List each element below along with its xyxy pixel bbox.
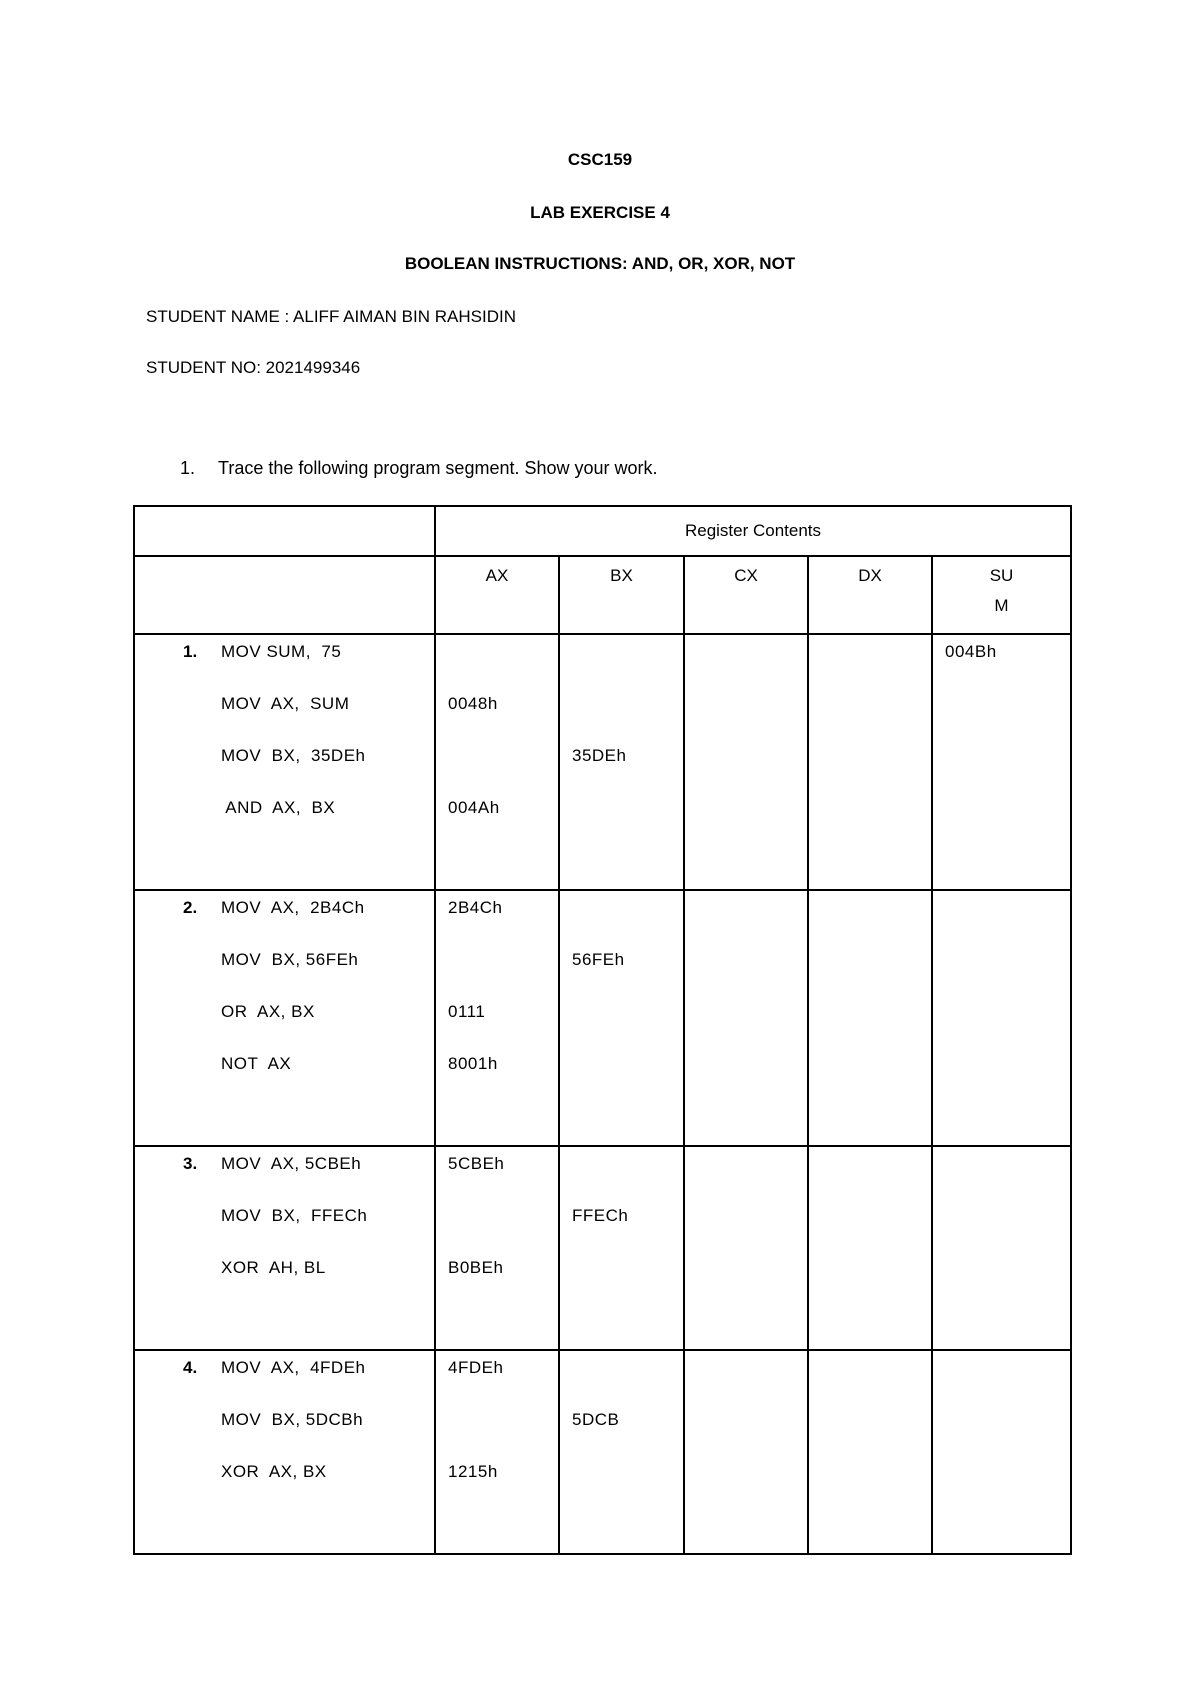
- header-ax: AX: [435, 556, 559, 634]
- bx-cell: [559, 890, 684, 1146]
- register-value: [572, 793, 683, 845]
- register-value: 004Bh: [945, 642, 997, 661]
- trace-row: [134, 634, 1071, 890]
- dx-cell: [808, 1146, 932, 1350]
- ax-cell: [435, 634, 559, 890]
- instruction-cell: [134, 890, 435, 1146]
- instruction-cell: [134, 1350, 435, 1554]
- register-value: 4FDEh: [448, 1358, 504, 1377]
- step-number: 1.: [183, 642, 198, 661]
- instruction: NOT AX: [221, 1054, 292, 1073]
- header-bx: BX: [559, 556, 684, 634]
- register-value: [448, 1201, 558, 1253]
- register-value: 5CBEh: [448, 1154, 505, 1173]
- register-value: 0111: [448, 1002, 486, 1021]
- register-value: [448, 945, 558, 997]
- trace-row: [134, 890, 1071, 1146]
- register-value: [572, 1049, 683, 1101]
- topic-title: BOOLEAN INSTRUCTIONS: AND, OR, XOR, NOT: [404, 254, 796, 273]
- ax-cell: [435, 1146, 559, 1350]
- register-value: [572, 997, 683, 1049]
- register-value: [572, 1149, 683, 1201]
- sum-cell: [932, 890, 1071, 1146]
- register-value: 35DEh: [572, 746, 627, 765]
- instruction: MOV BX, 35DEh: [221, 746, 366, 765]
- register-value: FFECh: [572, 1206, 629, 1225]
- register-value: 0048h: [448, 694, 498, 713]
- dx-cell: [808, 634, 932, 890]
- student-name: STUDENT NAME : ALIFF AIMAN BIN RAHSIDIN: [146, 307, 516, 326]
- bx-cell: [559, 634, 684, 890]
- register-value: B0BEh: [448, 1258, 504, 1277]
- dx-cell: [808, 1350, 932, 1554]
- course-code: CSC159: [567, 150, 633, 169]
- register-value: 56FEh: [572, 950, 625, 969]
- instruction: MOV AX, 5CBEh: [221, 1154, 362, 1173]
- register-value: 8001h: [448, 1054, 498, 1073]
- question-text: Trace the following program segment. Show your work.: [218, 458, 658, 478]
- register-header-row: [134, 556, 1071, 634]
- student-number: STUDENT NO: 2021499346: [146, 358, 361, 377]
- empty-header-cell: [134, 556, 435, 634]
- instruction: MOV BX, FFECh: [221, 1206, 368, 1225]
- register-value: [448, 1405, 558, 1457]
- register-value: [572, 637, 683, 689]
- register-value: 5DCB: [572, 1410, 620, 1429]
- register-contents-header: Register Contents: [435, 506, 1071, 556]
- register-value: [572, 1353, 683, 1405]
- register-value: 004Ah: [448, 798, 500, 817]
- header-dx: DX: [808, 556, 932, 634]
- register-value: 1215h: [448, 1462, 498, 1481]
- lab-title: LAB EXERCISE 4: [530, 203, 670, 222]
- ax-cell: [435, 1350, 559, 1554]
- register-value: [572, 1457, 683, 1509]
- register-value: 2B4Ch: [448, 898, 503, 917]
- question-number: 1.: [180, 458, 196, 478]
- instruction: XOR AH, BL: [221, 1258, 326, 1277]
- register-trace-table: [133, 505, 1072, 1555]
- register-value: [448, 637, 558, 689]
- ax-cell: [435, 890, 559, 1146]
- step-number: 2.: [183, 898, 198, 917]
- dx-cell: [808, 890, 932, 1146]
- instruction: XOR AX, BX: [221, 1462, 327, 1481]
- trace-row: [134, 1146, 1071, 1350]
- header-sum: SU M: [932, 556, 1071, 634]
- header-cx: CX: [684, 556, 808, 634]
- step-number: 3.: [183, 1154, 198, 1173]
- instruction: AND AX, BX: [221, 798, 336, 817]
- cx-cell: [684, 634, 808, 890]
- step-number: 4.: [183, 1358, 198, 1377]
- instruction: MOV SUM, 75: [221, 642, 342, 661]
- instruction-cell: [134, 634, 435, 890]
- instruction: MOV AX, SUM: [221, 694, 350, 713]
- register-value: [448, 741, 558, 793]
- trace-row: [134, 1350, 1071, 1554]
- empty-header-cell: [134, 506, 435, 556]
- cx-cell: [684, 1350, 808, 1554]
- sum-cell: [932, 634, 1071, 890]
- register-value: [572, 1253, 683, 1305]
- instruction: OR AX, BX: [221, 1002, 315, 1021]
- bx-cell: [559, 1146, 684, 1350]
- instruction: MOV AX, 4FDEh: [221, 1358, 366, 1377]
- instruction: MOV BX, 5DCBh: [221, 1410, 364, 1429]
- register-value: [572, 689, 683, 741]
- sum-cell: [932, 1350, 1071, 1554]
- instruction-cell: [134, 1146, 435, 1350]
- instruction: MOV AX, 2B4Ch: [221, 898, 365, 917]
- sum-cell: [932, 1146, 1071, 1350]
- cx-cell: [684, 1146, 808, 1350]
- instruction: MOV BX, 56FEh: [221, 950, 359, 969]
- group-header-row: [134, 506, 1071, 556]
- bx-cell: [559, 1350, 684, 1554]
- register-value: [572, 893, 683, 945]
- cx-cell: [684, 890, 808, 1146]
